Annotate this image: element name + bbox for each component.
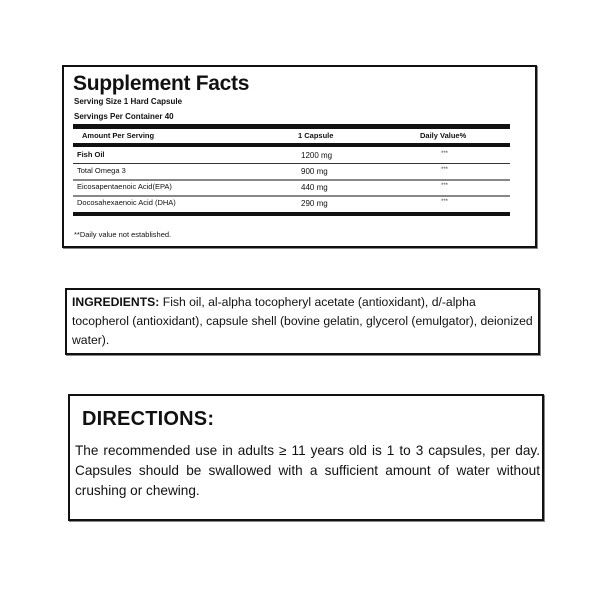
servings-per-container: Servings Per Container 40 xyxy=(74,112,174,121)
divider-bottom xyxy=(73,212,510,216)
table-row xyxy=(73,147,510,163)
table-row xyxy=(73,195,510,211)
nutrient-amount: 900 mg xyxy=(301,167,328,176)
ingredients-text: Fish oil, al-alpha tocopheryl acetate (antioxidant), d/-alpha tocopherol (antioxidant), capsule shell (bovine gelatin, glycerol (emulgator), deionized water). xyxy=(72,295,533,347)
nutrient-name: Total Omega 3 xyxy=(77,166,126,175)
ingredients-label: INGREDIENTS: xyxy=(72,295,160,309)
nutrient-dv: *** xyxy=(441,167,449,173)
directions-heading: DIRECTIONS: xyxy=(82,408,215,430)
nutrient-amount: 440 mg xyxy=(301,183,328,192)
facts-title: Supplement Facts xyxy=(73,72,250,95)
nutrient-name: Docosahexaenoic Acid (DHA) xyxy=(77,198,176,207)
nutrient-dv: *** xyxy=(441,183,449,189)
ingredients-panel xyxy=(65,288,540,355)
serving-size: Serving Size 1 Hard Capsule xyxy=(74,97,183,106)
header-amount-per-serving: Amount Per Serving xyxy=(82,131,155,140)
header-per-capsule: 1 Capsule xyxy=(298,131,334,140)
table-row xyxy=(73,179,510,195)
nutrient-amount: 1200 mg xyxy=(301,151,333,160)
nutrient-dv: *** xyxy=(441,151,449,157)
directions-text: The recommended use in adults ≥ 11 years old is 1 to 3 capsules, per day. Capsules should be swallowed with a sufficient amount of water without crushing or chewing. xyxy=(75,443,540,498)
supplement-facts-panel xyxy=(62,65,537,248)
nutrient-name: Eicosapentaenoic Acid(EPA) xyxy=(77,182,172,191)
divider-top xyxy=(73,124,510,129)
directions-panel xyxy=(68,394,544,521)
table-row xyxy=(73,163,510,179)
nutrient-amount: 290 mg xyxy=(301,199,328,208)
nutrient-name: Fish Oil xyxy=(77,150,105,159)
header-daily-value: Daily Value% xyxy=(420,131,467,140)
nutrient-dv: *** xyxy=(441,199,449,205)
footnote: **Daily value not established. xyxy=(74,230,172,239)
